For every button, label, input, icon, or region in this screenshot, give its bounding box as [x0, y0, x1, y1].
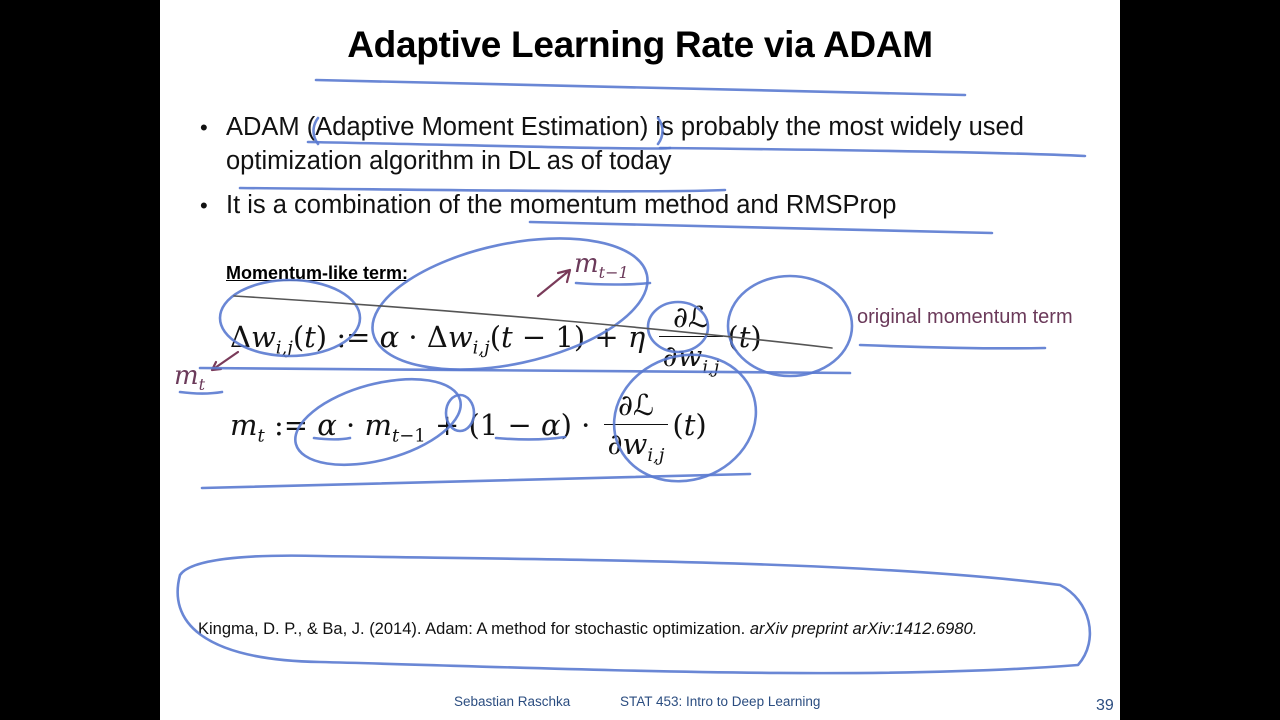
reference-source: arXiv preprint arXiv:1412.6980.	[749, 620, 978, 638]
page-number: 39	[1096, 697, 1114, 714]
adam-first-moment-equation: $m_t$ := $\alpha \cdot m_{t-1} + (1 - \alpha)$ · $\frac{\text{∂ℒ}}{\partial w_{i,j}}$ (t)	[230, 388, 707, 466]
annotation-underline	[860, 345, 1045, 348]
m-t-minus-1-arrow	[538, 270, 570, 296]
bullet-dot: •	[200, 115, 208, 140]
bullet-2-underline	[530, 222, 992, 233]
original-momentum-annotation: original momentum term	[857, 306, 1073, 328]
footer-author: Sebastian Raschka	[454, 694, 571, 709]
slide	[160, 0, 1120, 720]
bullet-1-line-1: ADAM (Adaptive Moment Estimation) is probably the most widely used	[226, 113, 1024, 141]
reference-text: Kingma, D. P., & Ba, J. (2014). Adam: A method for stochastic optimization.	[198, 620, 746, 638]
reference-oval	[178, 556, 1090, 674]
footer-course: STAT 453: Intro to Deep Learning	[620, 694, 821, 709]
slide-title: Adaptive Learning Rate via ADAM	[347, 24, 933, 65]
handwritten-m-t-minus-1: $m_{t-1}$	[574, 249, 629, 282]
bullet-1	[200, 110, 1024, 178]
eq2-bottom-line	[202, 474, 750, 488]
reference-citation	[198, 620, 977, 639]
handwritten-m-t: $m_t$	[174, 361, 206, 394]
momentum-label: Momentum-like term:	[226, 263, 409, 283]
bullet-dot: •	[200, 193, 208, 218]
bullet-2-text: It is a combination of the momentum method and RMSProp	[226, 191, 897, 219]
bullet-1-line-2: optimization algorithm in DL as of today	[226, 147, 672, 175]
bullet-2	[200, 188, 896, 223]
title-underline	[316, 80, 965, 95]
momentum-equation: $\Delta w_{i,j}(t)$ := $\alpha \cdot \Delta w_{i,j}(t - 1) + \eta$ $\frac{\text{∂ℒ}}{\partial w_{i,j}}$ (t)	[230, 300, 762, 378]
m-t-minus-1-underline	[576, 283, 650, 285]
m-t-underline	[180, 392, 222, 394]
